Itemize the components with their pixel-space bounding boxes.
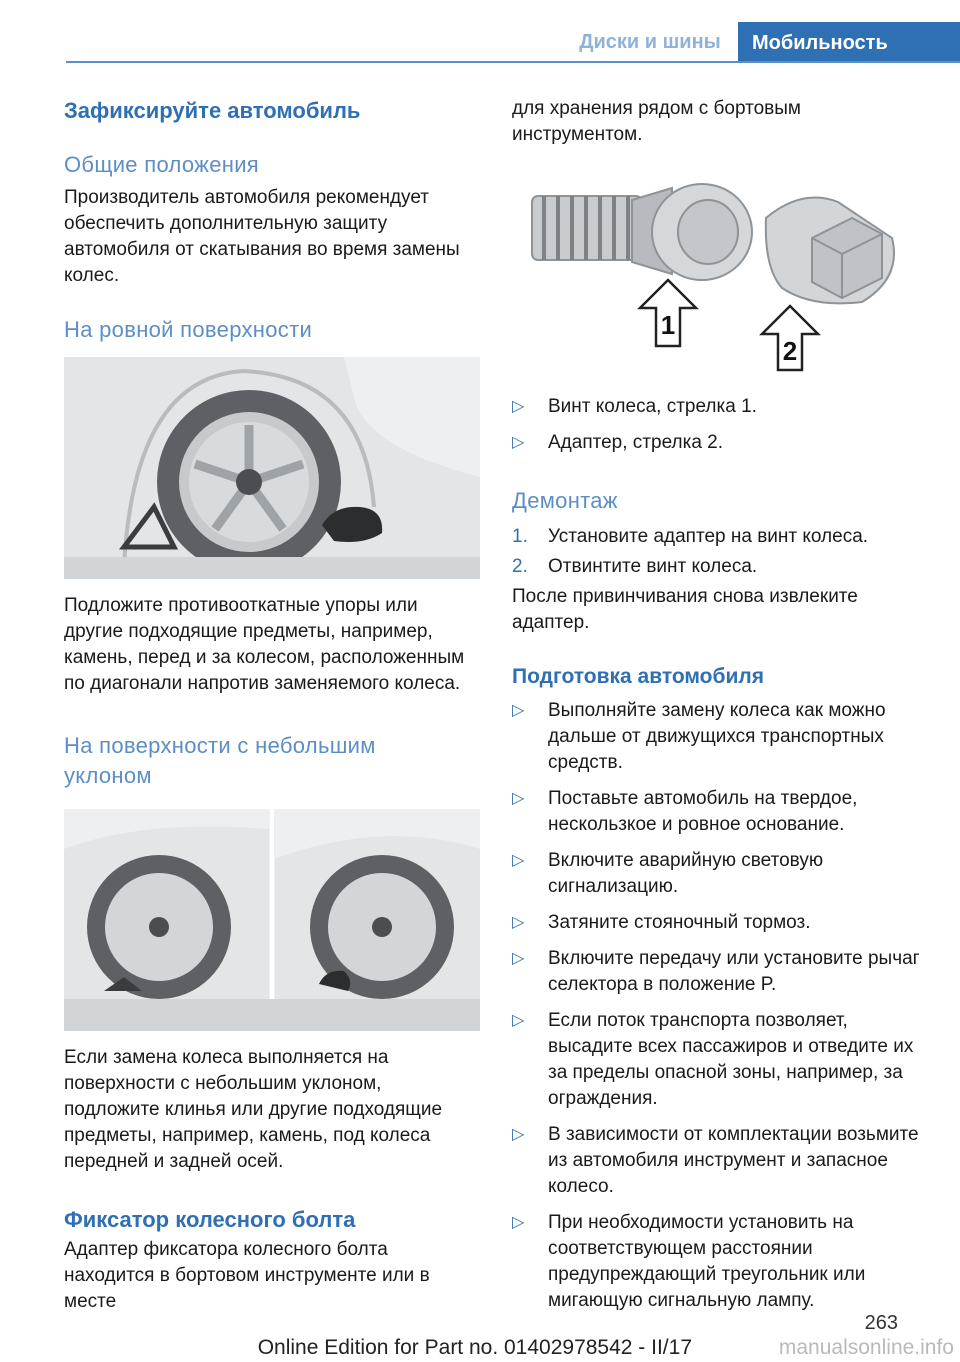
list-item: ▷ При необходимости установить на соответствующем расстоянии предупреждающий треугольник или мигающую сигнальную лампу. [512, 1212, 866, 1311]
triangle-bullet-icon: ▷ [512, 1214, 525, 1231]
header-rule [66, 61, 960, 63]
parts-list [512, 394, 930, 456]
after-text: После привинчивания снова извлеките адаптер. [512, 586, 858, 633]
triangle-bullet-icon: ▷ [512, 790, 525, 807]
watermark: manualsonline.info [778, 1336, 954, 1359]
list-item: ▷ Включите аварийную световую сигнализацию. [512, 850, 824, 897]
list-item: ▷ В зависимости от комплектации возьмите из автомобиля инструмент и запасное колесо. [512, 1124, 919, 1197]
lock-heading: Фиксатор колесного болта [64, 1207, 356, 1232]
list-item: ▷ Включите передачу или установите рычаг селектора в положение P. [512, 948, 920, 995]
left-column [64, 96, 482, 1315]
general-heading: Общие положения [64, 152, 259, 177]
triangle-bullet-icon: ▷ [512, 702, 525, 719]
page-number: 263 [864, 1312, 898, 1334]
list-item: ▷ Выполняйте замену колеса как можно дальше от движущихся транспортных средств. [512, 700, 886, 773]
slope-heading: На поверхности с небольшим уклоном [64, 733, 376, 788]
removal-steps [512, 524, 930, 580]
triangle-bullet-icon: ▷ [512, 1012, 525, 1029]
list-item: ▷ Если поток транспорта позволяет, высадите всех пассажиров и отведите их за пределы опасной зоны, например, за ограждения. [512, 1010, 914, 1109]
slope-text: Если замена колеса выполняется на поверхности с небольшим уклоном, подложите клинья или другие подходящие предметы, например, камень, под колеса передней и задней осей. [64, 1047, 443, 1172]
list-item: ▷ Адаптер, стрелка 2. [512, 430, 930, 456]
tab-disks-and-tires[interactable]: Диски и шины [579, 31, 721, 53]
flat-heading: На ровной поверхности [64, 317, 313, 342]
removal-heading: Демонтаж [512, 488, 618, 513]
triangle-bullet-icon: ▷ [512, 914, 525, 931]
triangle-bullet-icon: ▷ [512, 852, 525, 869]
lock-text-continuation: для хранения рядом с бортовым инструментом. [512, 98, 801, 145]
prep-heading: Подготовка автомобиля [512, 665, 764, 688]
triangle-bullet-icon: ▷ [512, 434, 525, 451]
prep-list [512, 698, 930, 1314]
edition-label: Online Edition for Part no. 01402978542 - II/17 [257, 1336, 692, 1359]
list-item: 1. Установите адаптер на винт колеса. [512, 526, 869, 547]
wheel-bolt-illustration [512, 178, 928, 378]
list-item: ▷ Винт колеса, стрелка 1. [512, 394, 930, 420]
arrow-label-2: 2 [782, 336, 798, 366]
lock-text: Адаптер фиксатора колесного болта находится в бортовом инструменте или в месте [64, 1239, 430, 1312]
list-item: ▷ Поставьте автомобиль на твердое, нескользкое и ровное основание. [512, 788, 858, 835]
right-column [512, 96, 930, 1314]
flat-text: Подложите противооткатные упоры или другие подходящие предметы, например, камень, перед и за колесом, расположенным по диагонали напротив заменяемого колеса. [64, 595, 465, 694]
tab-mobility[interactable]: Мобильность [738, 22, 960, 63]
triangle-bullet-icon: ▷ [512, 1126, 525, 1143]
triangle-bullet-icon: ▷ [512, 398, 525, 415]
arrow-label-1: 1 [660, 310, 676, 340]
triangle-bullet-icon: ▷ [512, 950, 525, 967]
flat-surface-illustration [64, 357, 480, 579]
list-item: 2. Отвинтите винт колеса. [512, 556, 758, 577]
section-title: Зафиксируйте автомобиль [64, 98, 361, 123]
slope-surface-illustration [64, 809, 480, 1031]
list-item: ▷ Затяните стояночный тормоз. [512, 910, 930, 936]
general-text: Производитель автомобиля рекомендует обеспечить дополнительную защиту автомобиля от скатывания во время замены колес. [64, 187, 460, 286]
